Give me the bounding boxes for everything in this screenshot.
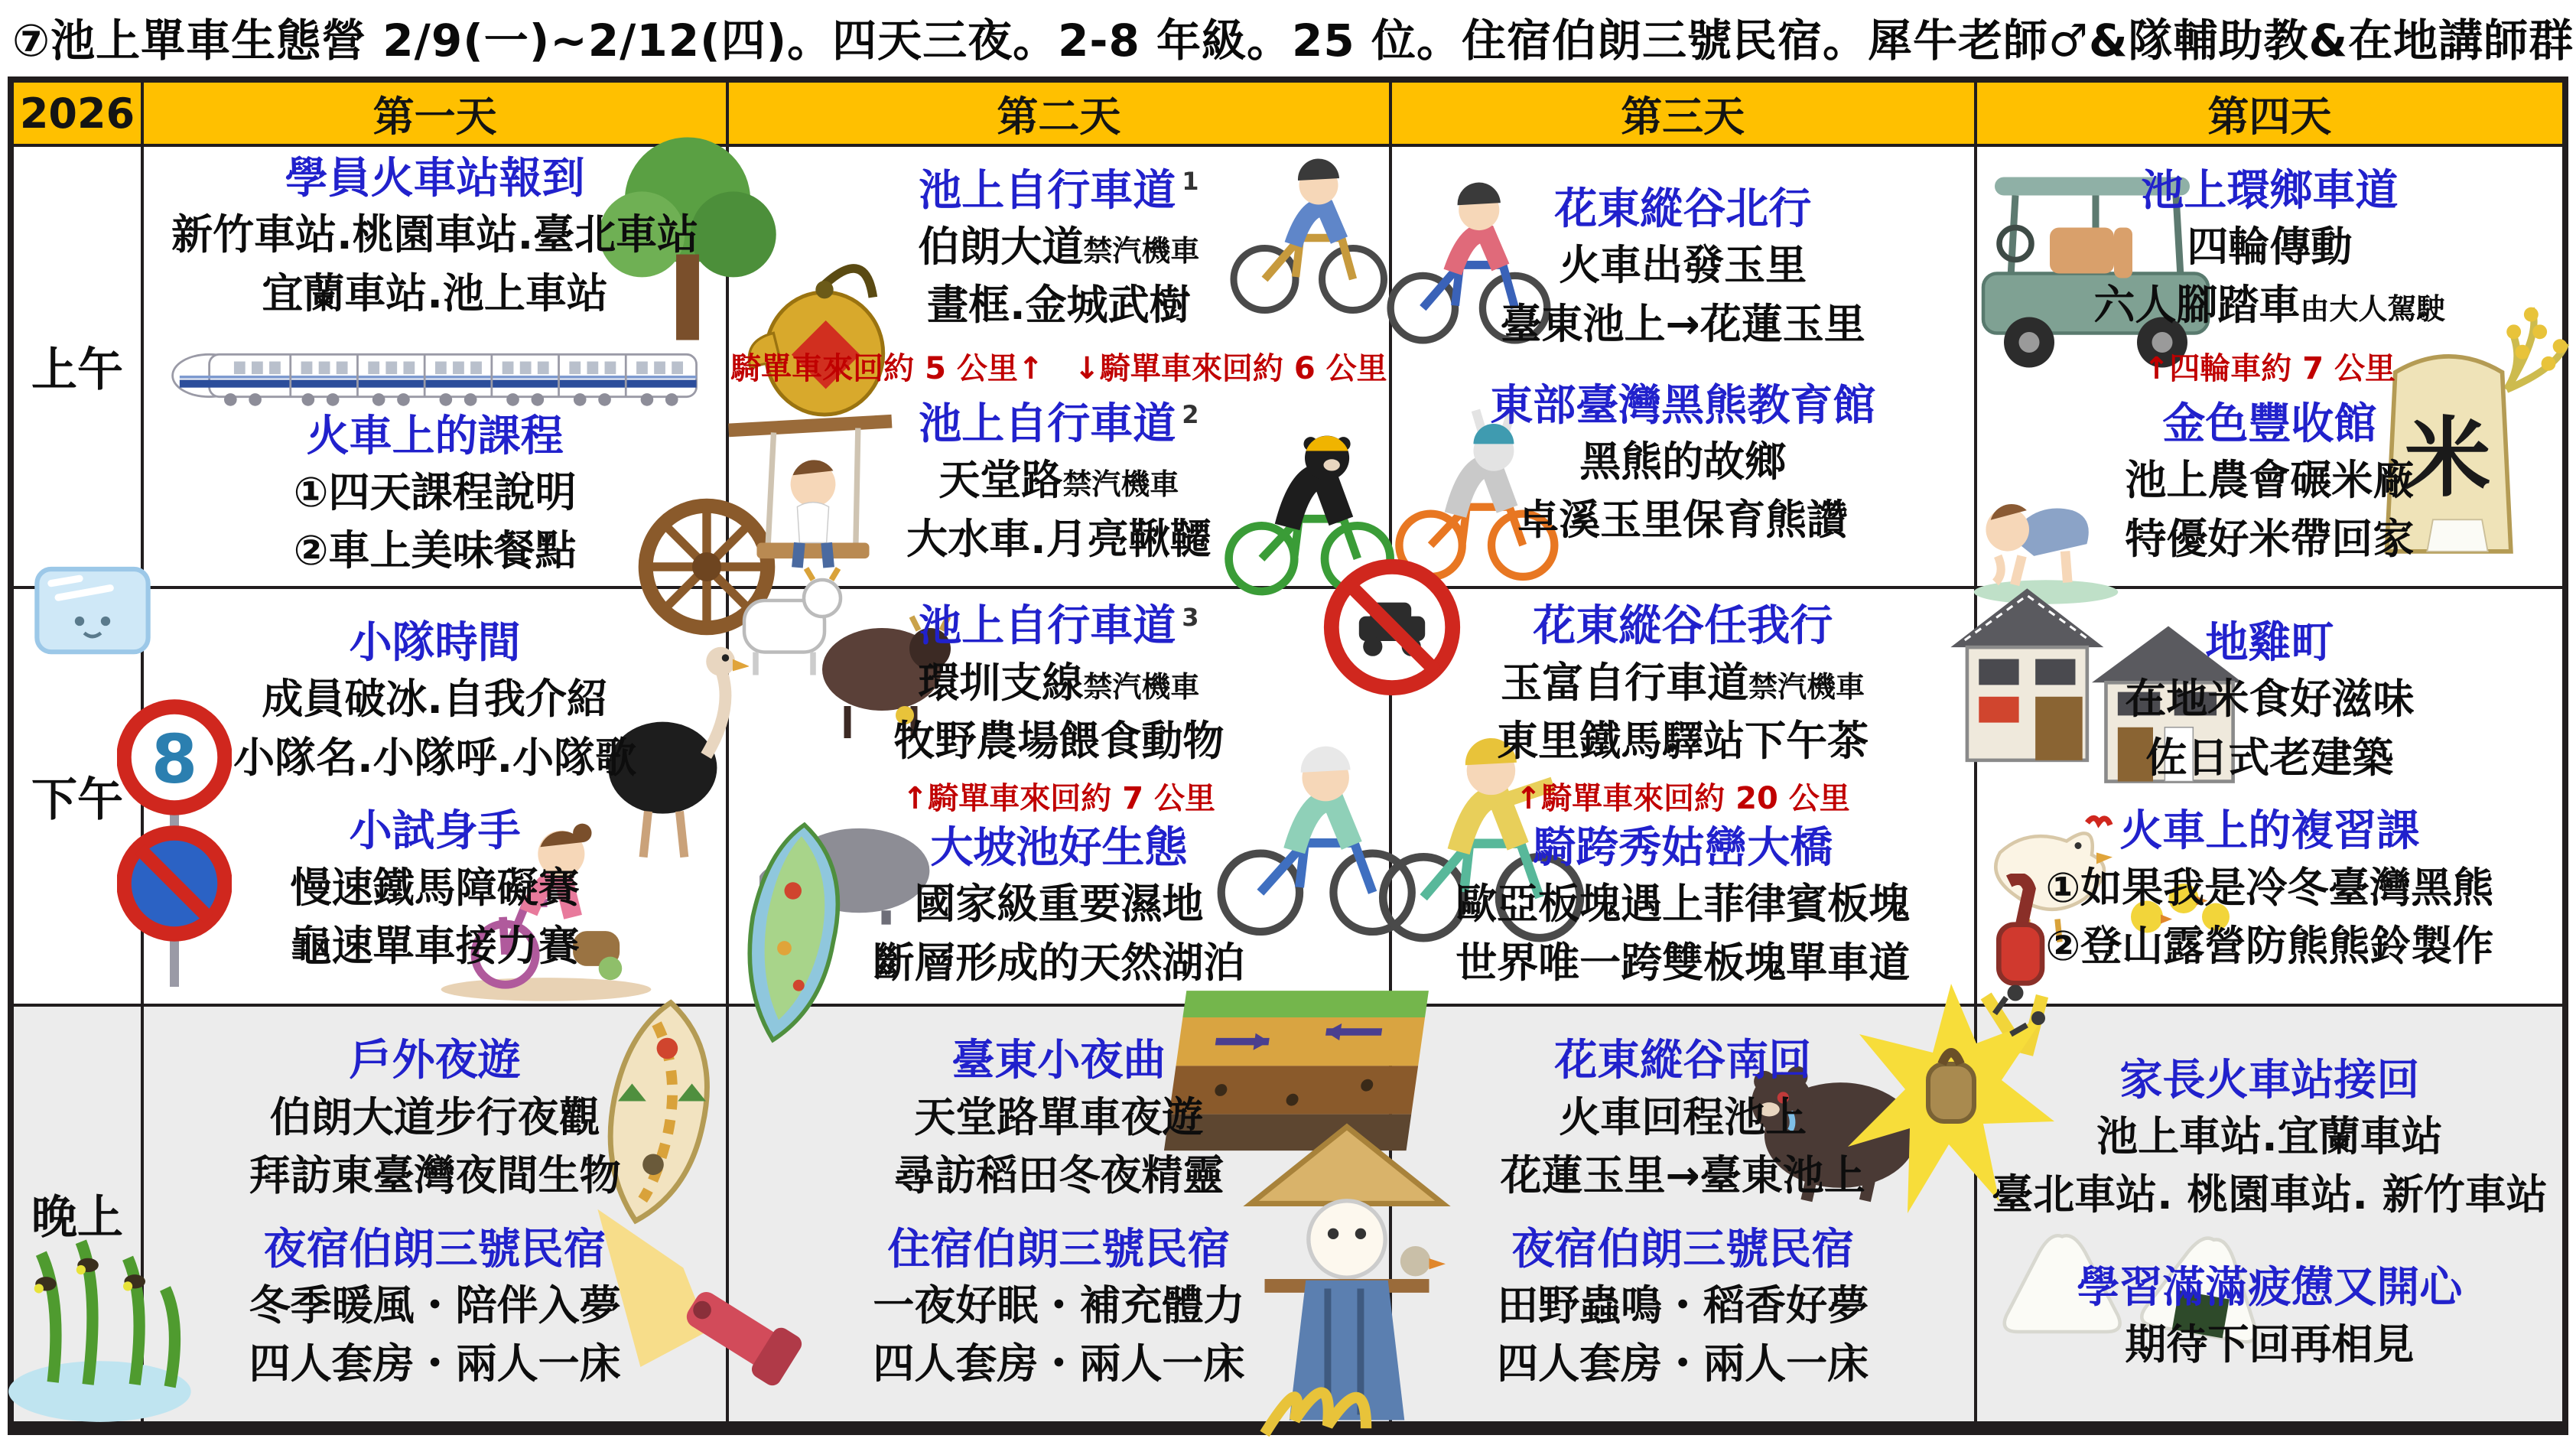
activity-detail: 四人套房・兩人一床 <box>1497 1339 1869 1388</box>
activity-detail: 黑熊的故鄉 <box>1579 438 1787 487</box>
cell-day4-evening <box>1977 1007 2562 1424</box>
activity-title: 大坡池好生態 <box>930 823 1188 874</box>
activity-detail: 天堂路禁汽機車 <box>938 456 1179 505</box>
activity-title: 小隊時間 <box>349 618 521 669</box>
distance-note: ↑騎單車來回約 7 公里 <box>902 781 1215 817</box>
activity-detail: ②登山露營防熊熊鈴製作 <box>2045 922 2494 970</box>
activity-block <box>893 1037 1224 1203</box>
activity-block <box>2077 1264 2462 1372</box>
activity-detail: 田野蟲鳴・稻香好夢 <box>1497 1281 1869 1330</box>
cell-day2-evening <box>729 1007 1391 1424</box>
day2-label: 第二天 <box>997 92 1121 141</box>
svg-text:米: 米 <box>2404 407 2491 509</box>
activity-title: 金色豐收館 <box>2162 399 2377 450</box>
cell-day4-afternoon <box>1977 589 2562 1007</box>
activity-detail: ②車上美味餐點 <box>293 526 577 575</box>
day3-label: 第三天 <box>1621 92 1745 141</box>
cell-day2-afternoon <box>729 589 1391 1007</box>
activity-detail: 宜蘭車站.池上車站 <box>262 268 608 317</box>
activity-title: 地雞町 <box>2205 618 2334 669</box>
activity-title: 學員火車站報到 <box>285 154 585 203</box>
header-year <box>14 83 144 147</box>
header-day3 <box>1392 83 1977 147</box>
activity-block <box>1992 1056 2548 1222</box>
activity-detail: 小隊名.小隊呼.小隊歌 <box>233 733 637 782</box>
activity-block <box>2046 807 2494 973</box>
activity-block <box>233 619 636 785</box>
activity-block <box>1501 1037 1865 1203</box>
activity-detail: 在地米食好滋味 <box>2125 675 2415 724</box>
activity-block <box>249 1037 621 1203</box>
activity-block <box>171 155 698 321</box>
activity-detail: 玉富自行車道禁汽機車 <box>1501 658 1865 707</box>
activity-title: 學習滿滿疲憊又開心 <box>2077 1263 2463 1313</box>
year-label: 2026 <box>19 89 135 138</box>
activity-block <box>2125 619 2414 785</box>
activity-detail: 世界唯一跨雙板塊單車道 <box>1456 938 1911 987</box>
activity-detail: 火車回程池上 <box>1559 1092 1807 1141</box>
activity-block <box>918 167 1199 333</box>
activity-detail: 火車出發玉里 <box>1559 241 1807 290</box>
no-car-sign-icon <box>1323 558 1461 696</box>
activity-title: 火車上的課程 <box>306 411 564 461</box>
distance-note: 騎單車來回約 5 公里↑ ↓騎單車來回約 6 公里 <box>730 351 1387 387</box>
activity-title: 池上環鄉車道 <box>2141 165 2399 216</box>
activity-detail: 臺東池上→花蓮玉里 <box>1500 299 1865 348</box>
activity-detail: 臺北車站. 桃園車站. 新竹車站 <box>1992 1170 2548 1219</box>
activity-title: 池上自行車道 $^2$ <box>919 399 1199 450</box>
activity-title: 臺東小夜曲 <box>951 1036 1166 1086</box>
cell-day3-evening <box>1392 1007 1977 1424</box>
activity-title: 騎跨秀姑巒大橋 <box>1533 823 1833 874</box>
activity-block <box>873 1225 1244 1391</box>
activity-detail: 畫框.金城武樹 <box>927 281 1191 330</box>
cell-day1-afternoon <box>144 589 729 1007</box>
activity-detail: 大水車.月亮鞦韆 <box>906 514 1212 563</box>
activity-detail: 慢速鐵馬障礙賽 <box>290 863 580 912</box>
distance-note: ↑騎單車來回約 20 公里 <box>1515 781 1850 817</box>
row-label-evening <box>14 1007 144 1424</box>
poster-title: ⑦池上單車生態營 2/9(一)~2/12(四)。四天三夜。2-8 年級。25 位。住宿伯朗三號民宿。犀牛老師♂&隊輔助教&在地講師群 <box>12 15 2574 67</box>
activity-detail: 新竹車站.桃園車站.臺北車站 <box>171 210 699 259</box>
activity-title: 花東縱谷北行 <box>1554 184 1812 234</box>
activity-detail: 四人套房・兩人一床 <box>249 1339 621 1388</box>
activity-block <box>2125 400 2414 566</box>
activity-title: 住宿伯朗三號民宿 <box>887 1224 1231 1274</box>
activity-detail: 冬季暖風・陪伴入夢 <box>249 1281 621 1330</box>
flashlight-icon <box>573 1198 825 1412</box>
activity-title: 池上自行車道 $^1$ <box>919 165 1199 216</box>
activity-title: 小試身手 <box>349 806 521 857</box>
activity-detail: 伯朗大道禁汽機車 <box>918 223 1200 272</box>
activity-title: 夜宿伯朗三號民宿 <box>263 1224 607 1274</box>
cell-day4-morning <box>1977 147 2562 589</box>
activity-detail: 卓溪玉里保育熊讚 <box>1517 496 1849 545</box>
row-label-morning <box>14 147 144 589</box>
activity-detail: 國家級重要濕地 <box>914 880 1204 929</box>
activity-detail: 龜速單車接力賽 <box>290 922 580 970</box>
activity-detail: 環圳支線禁汽機車 <box>918 658 1200 707</box>
evening-label: 晚上 <box>31 1190 123 1245</box>
activity-block <box>294 412 577 578</box>
activity-block <box>1497 1225 1869 1391</box>
distance-note: ↑四輪車約 7 公里 <box>2143 351 2395 387</box>
activity-block <box>1497 602 1869 768</box>
activity-block <box>873 824 1244 990</box>
cell-day1-morning <box>144 147 729 589</box>
activity-title: 池上自行車道 $^3$ <box>919 601 1199 652</box>
day1-label: 第一天 <box>372 92 497 141</box>
cell-day1-evening <box>144 1007 729 1424</box>
activity-title: 花東縱谷南回 <box>1554 1036 1812 1086</box>
morning-label: 上午 <box>31 343 123 397</box>
activity-title: 東部臺灣黑熊教育館 <box>1490 380 1876 431</box>
train-icon <box>156 321 714 412</box>
day4-label: 第四天 <box>2207 92 2332 141</box>
activity-detail: 伯朗大道步行夜觀 <box>269 1092 600 1141</box>
schedule-table <box>8 76 2568 1435</box>
cell-day3-morning <box>1392 147 1977 589</box>
cell-day3-afternoon <box>1392 589 1977 1007</box>
activity-detail: 池上農會碾米廠 <box>2125 456 2415 505</box>
activity-detail: 成員破冰.自我介紹 <box>262 675 608 724</box>
activity-detail: 期待下回再相見 <box>2125 1320 2415 1369</box>
ice-cube-icon <box>28 555 158 662</box>
activity-title: 家長火車站接回 <box>2119 1055 2420 1105</box>
route-number: 3 <box>1182 602 1199 632</box>
activity-title: 火車上的複習課 <box>2119 806 2420 857</box>
activity-block <box>1501 185 1865 351</box>
activity-detail: 六人腳踏車由大人駕駛 <box>2093 281 2446 330</box>
activity-block <box>893 602 1224 768</box>
activity-detail: ①四天課程說明 <box>293 468 577 517</box>
cell-day2-morning <box>729 147 1391 589</box>
activity-detail: 歐亞板塊遇上菲律賓板塊 <box>1456 880 1911 929</box>
activity-block <box>2093 167 2445 333</box>
activity-block <box>291 807 580 973</box>
activity-detail: 特優好米帶回家 <box>2125 514 2415 563</box>
activity-block <box>1456 824 1910 990</box>
activity-detail: 尋訪稻田冬夜精靈 <box>893 1150 1225 1199</box>
activity-detail: ①如果我是冷冬臺灣黑熊 <box>2045 863 2494 912</box>
activity-detail: 斷層形成的天然湖泊 <box>873 938 1245 987</box>
activity-detail: 池上車站.宜蘭車站 <box>2096 1112 2443 1161</box>
header-day2 <box>729 83 1391 147</box>
activity-block <box>1490 382 1875 548</box>
activity-block <box>906 400 1212 566</box>
activity-detail: 天堂路單車夜遊 <box>914 1092 1204 1141</box>
activity-block <box>249 1225 621 1391</box>
activity-detail: 四人套房・兩人一床 <box>873 1339 1245 1388</box>
activity-detail: 牧野農場餵食動物 <box>893 717 1225 766</box>
activity-title: 戶外夜遊 <box>349 1036 521 1086</box>
svg-text:8: 8 <box>151 720 198 799</box>
activity-detail: 一夜好眠・補充體力 <box>873 1281 1245 1330</box>
activity-detail: 拜訪東臺灣夜間生物 <box>249 1150 621 1199</box>
route-number: 1 <box>1182 167 1199 197</box>
activity-title: 花東縱谷任我行 <box>1533 601 1833 652</box>
route-number: 2 <box>1182 400 1199 430</box>
activity-title: 夜宿伯朗三號民宿 <box>1511 1224 1855 1274</box>
activity-detail: 四輪傳動 <box>2187 223 2353 272</box>
activity-detail: 花蓮玉里→臺東池上 <box>1500 1150 1865 1199</box>
activity-detail: 東里鐵馬驛站下午茶 <box>1497 717 1869 766</box>
header-day4 <box>1977 83 2562 147</box>
activity-detail: 佐日式老建築 <box>2145 733 2394 782</box>
afternoon-label: 下午 <box>31 773 123 827</box>
